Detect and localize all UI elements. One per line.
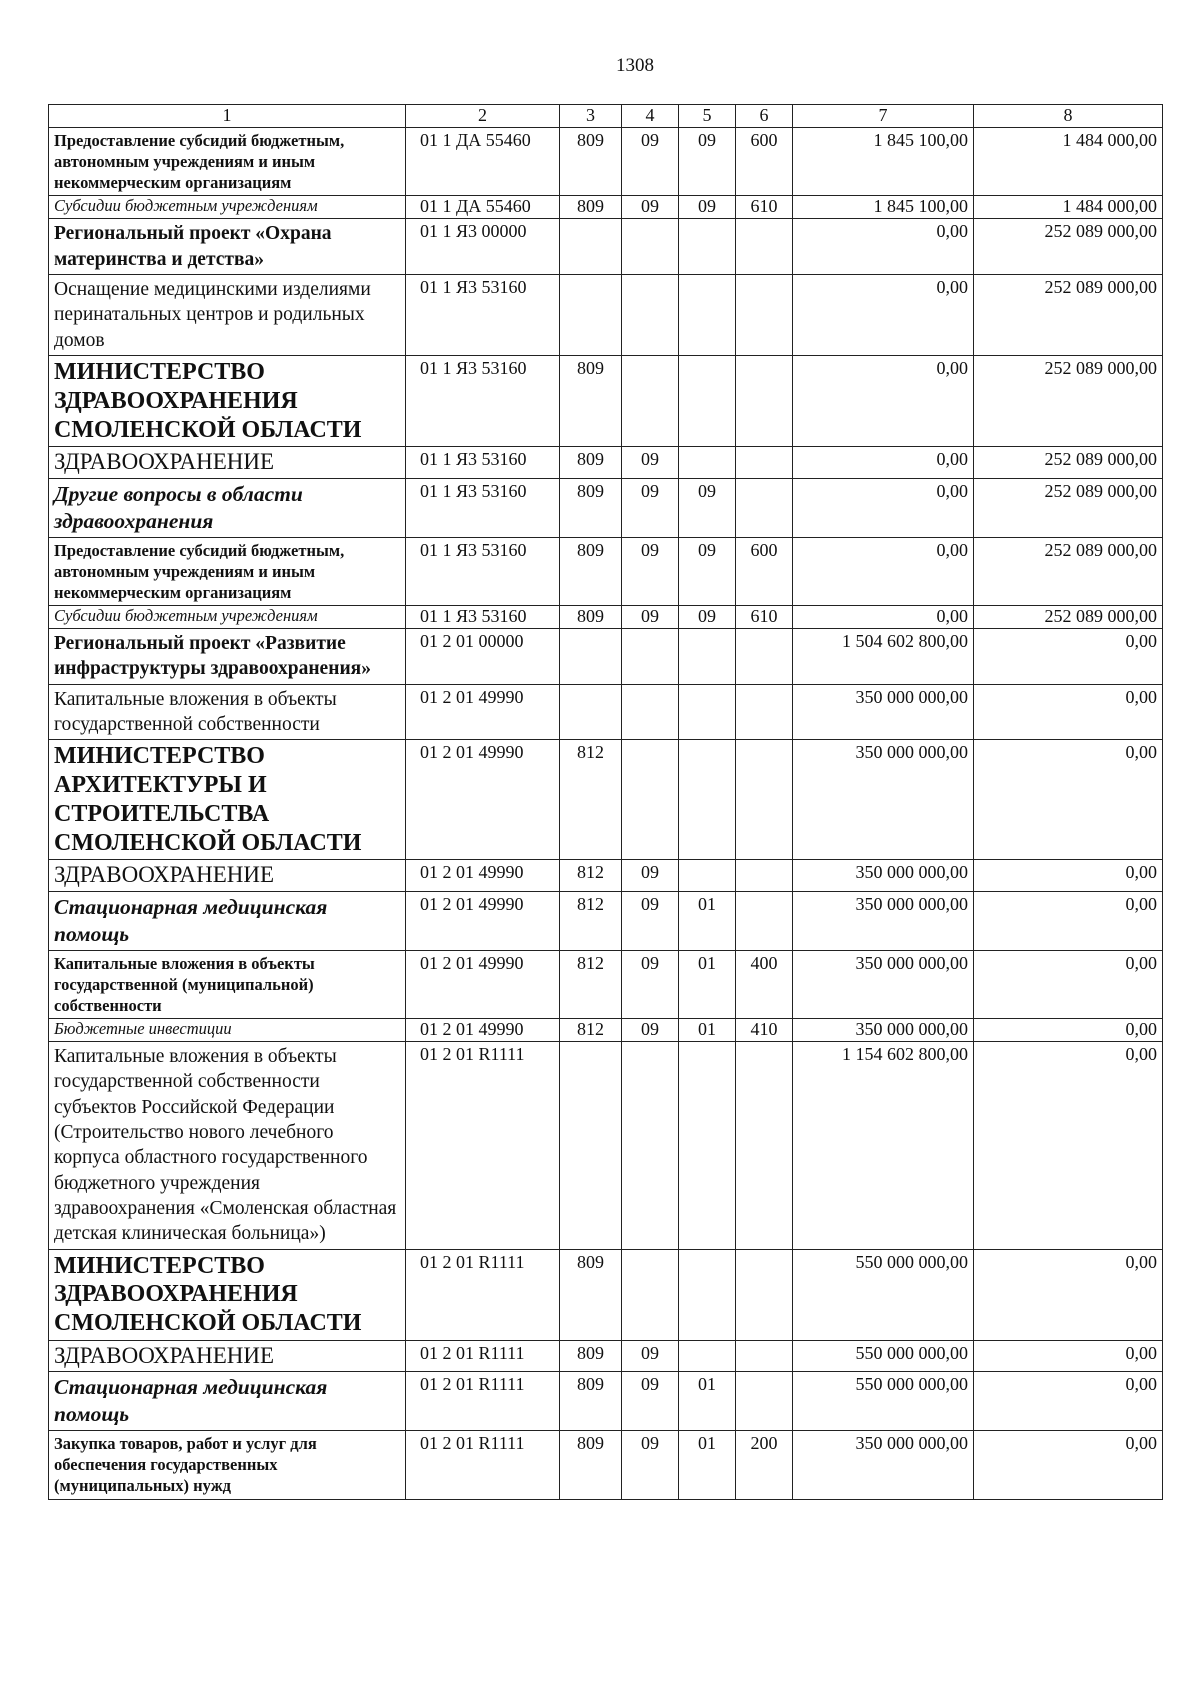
- section-cell: 09: [622, 1018, 679, 1041]
- subsection-cell: 09: [679, 127, 736, 195]
- target-article-cell: 01 1 Я3 00000: [406, 219, 560, 275]
- ministry-code-cell: 809: [560, 478, 622, 537]
- table-row: [49, 891, 1163, 950]
- row-name-cell: Капитальные вложения в объекты государственной собственности субъектов Российской Федерации (Строительство нового лечебного корпуса областного государственного бюджетного учреждения здравоохранения «Смоленская областная детская клиническая больница»): [49, 1041, 406, 1249]
- expense-type-cell: [736, 891, 793, 950]
- section-cell: 09: [622, 891, 679, 950]
- section-cell: 09: [622, 478, 679, 537]
- subsection-cell: [679, 684, 736, 740]
- target-article-cell: 01 2 01 49990: [406, 1018, 560, 1041]
- subsection-cell: [679, 355, 736, 446]
- expense-type-cell: 600: [736, 537, 793, 605]
- table-row: [49, 1249, 1163, 1340]
- section-cell: [622, 1041, 679, 1249]
- amount-col8-cell: 0,00: [974, 860, 1163, 891]
- amount-col7-cell: 350 000 000,00: [793, 1018, 974, 1041]
- amount-col8-cell: 0,00: [974, 628, 1163, 684]
- subsection-cell: 01: [679, 1372, 736, 1431]
- ministry-code-cell: 812: [560, 950, 622, 1018]
- section-cell: 09: [622, 1431, 679, 1499]
- section-cell: [622, 219, 679, 275]
- target-article-cell: 01 1 Я3 53160: [406, 274, 560, 355]
- target-article-cell: 01 1 ДА 55460: [406, 127, 560, 195]
- amount-col7-cell: 0,00: [793, 447, 974, 478]
- table-row: [49, 478, 1163, 537]
- amount-col8-cell: 252 089 000,00: [974, 274, 1163, 355]
- expense-type-cell: [736, 1041, 793, 1249]
- subsection-cell: 01: [679, 891, 736, 950]
- amount-col7-cell: 0,00: [793, 478, 974, 537]
- target-article-cell: 01 2 01 49990: [406, 740, 560, 860]
- amount-col7-cell: 350 000 000,00: [793, 740, 974, 860]
- subsection-cell: [679, 860, 736, 891]
- table-row: [49, 196, 1163, 219]
- ministry-code-cell: 812: [560, 860, 622, 891]
- table-row: [49, 628, 1163, 684]
- ministry-code-cell: 809: [560, 1431, 622, 1499]
- table-row: [49, 740, 1163, 860]
- ministry-code-cell: 809: [560, 1249, 622, 1340]
- amount-col7-cell: 350 000 000,00: [793, 950, 974, 1018]
- table-row: [49, 1372, 1163, 1431]
- amount-col8-cell: 0,00: [974, 740, 1163, 860]
- amount-col8-cell: 1 484 000,00: [974, 196, 1163, 219]
- amount-col7-cell: 350 000 000,00: [793, 860, 974, 891]
- row-name-cell: МИНИСТЕРСТВО АРХИТЕКТУРЫ И СТРОИТЕЛЬСТВА СМОЛЕНСКОЙ ОБЛАСТИ: [49, 740, 406, 860]
- section-cell: 09: [622, 196, 679, 219]
- table-row: [49, 355, 1163, 446]
- amount-col7-cell: 350 000 000,00: [793, 684, 974, 740]
- amount-col7-cell: 0,00: [793, 355, 974, 446]
- section-cell: 09: [622, 127, 679, 195]
- section-cell: 09: [622, 447, 679, 478]
- ministry-code-cell: [560, 1041, 622, 1249]
- expense-type-cell: [736, 740, 793, 860]
- section-cell: [622, 740, 679, 860]
- expense-type-cell: [736, 355, 793, 446]
- table-row: [49, 537, 1163, 605]
- amount-col7-cell: 0,00: [793, 537, 974, 605]
- amount-col7-cell: 1 154 602 800,00: [793, 1041, 974, 1249]
- target-article-cell: 01 1 Я3 53160: [406, 478, 560, 537]
- subsection-cell: [679, 1340, 736, 1371]
- amount-col8-cell: 0,00: [974, 1372, 1163, 1431]
- target-article-cell: 01 2 01 R1111: [406, 1372, 560, 1431]
- amount-col7-cell: 550 000 000,00: [793, 1249, 974, 1340]
- ministry-code-cell: 809: [560, 1340, 622, 1371]
- row-name-cell: МИНИСТЕРСТВО ЗДРАВООХРАНЕНИЯ СМОЛЕНСКОЙ ОБЛАСТИ: [49, 1249, 406, 1340]
- expense-type-cell: [736, 628, 793, 684]
- ministry-code-cell: 812: [560, 891, 622, 950]
- subsection-cell: [679, 274, 736, 355]
- row-name-cell: Предоставление субсидий бюджетным, автономным учреждениям и иным некоммерческим организациям: [49, 537, 406, 605]
- amount-col8-cell: 1 484 000,00: [974, 127, 1163, 195]
- row-name-cell: Другие вопросы в области здравоохранения: [49, 478, 406, 537]
- subsection-cell: [679, 628, 736, 684]
- target-article-cell: 01 2 01 00000: [406, 628, 560, 684]
- subsection-cell: 09: [679, 196, 736, 219]
- target-article-cell: 01 2 01 49990: [406, 684, 560, 740]
- target-article-cell: 01 2 01 R1111: [406, 1431, 560, 1499]
- target-article-cell: 01 1 Я3 53160: [406, 355, 560, 446]
- subsection-cell: [679, 1041, 736, 1249]
- table-row: [49, 950, 1163, 1018]
- expense-type-cell: 200: [736, 1431, 793, 1499]
- header-cell: 4: [622, 105, 679, 128]
- expense-type-cell: 610: [736, 605, 793, 628]
- amount-col7-cell: 550 000 000,00: [793, 1372, 974, 1431]
- amount-col7-cell: 0,00: [793, 274, 974, 355]
- row-name-cell: Предоставление субсидий бюджетным, автономным учреждениям и иным некоммерческим организациям: [49, 127, 406, 195]
- amount-col7-cell: 350 000 000,00: [793, 1431, 974, 1499]
- ministry-code-cell: 812: [560, 1018, 622, 1041]
- target-article-cell: 01 1 ДА 55460: [406, 196, 560, 219]
- expense-type-cell: [736, 860, 793, 891]
- expense-type-cell: 600: [736, 127, 793, 195]
- subsection-cell: 01: [679, 950, 736, 1018]
- section-cell: 09: [622, 950, 679, 1018]
- row-name-cell: Капитальные вложения в объекты государственной (муниципальной) собственности: [49, 950, 406, 1018]
- subsection-cell: [679, 219, 736, 275]
- amount-col8-cell: 252 089 000,00: [974, 447, 1163, 478]
- row-name-cell: Региональный проект «Охрана материнства и детства»: [49, 219, 406, 275]
- subsection-cell: [679, 740, 736, 860]
- amount-col8-cell: 0,00: [974, 1018, 1163, 1041]
- target-article-cell: 01 1 Я3 53160: [406, 537, 560, 605]
- row-name-cell: Субсидии бюджетным учреждениям: [49, 605, 406, 628]
- subsection-cell: 09: [679, 478, 736, 537]
- row-name-cell: Оснащение медицинскими изделиями перинатальных центров и родильных домов: [49, 274, 406, 355]
- amount-col7-cell: 1 845 100,00: [793, 196, 974, 219]
- table-row: [49, 684, 1163, 740]
- ministry-code-cell: 809: [560, 447, 622, 478]
- amount-col8-cell: 0,00: [974, 1041, 1163, 1249]
- section-cell: 09: [622, 1340, 679, 1371]
- row-name-cell: МИНИСТЕРСТВО ЗДРАВООХРАНЕНИЯ СМОЛЕНСКОЙ ОБЛАСТИ: [49, 355, 406, 446]
- amount-col7-cell: 0,00: [793, 219, 974, 275]
- amount-col7-cell: 1 845 100,00: [793, 127, 974, 195]
- amount-col8-cell: 252 089 000,00: [974, 355, 1163, 446]
- ministry-code-cell: 809: [560, 1372, 622, 1431]
- target-article-cell: 01 2 01 R1111: [406, 1041, 560, 1249]
- section-cell: 09: [622, 860, 679, 891]
- amount-col8-cell: 252 089 000,00: [974, 478, 1163, 537]
- row-name-cell: ЗДРАВООХРАНЕНИЕ: [49, 860, 406, 891]
- row-name-cell: Закупка товаров, работ и услуг для обеспечения государственных (муниципальных) нужд: [49, 1431, 406, 1499]
- amount-col7-cell: 550 000 000,00: [793, 1340, 974, 1371]
- ministry-code-cell: [560, 684, 622, 740]
- ministry-code-cell: [560, 628, 622, 684]
- table-header-row: [49, 105, 1163, 128]
- table-row: [49, 1431, 1163, 1499]
- header-cell: 6: [736, 105, 793, 128]
- ministry-code-cell: 809: [560, 355, 622, 446]
- amount-col8-cell: 0,00: [974, 1249, 1163, 1340]
- row-name-cell: Региональный проект «Развитие инфраструктуры здравоохранения»: [49, 628, 406, 684]
- amount-col7-cell: 1 504 602 800,00: [793, 628, 974, 684]
- table-row: [49, 219, 1163, 275]
- expense-type-cell: [736, 1372, 793, 1431]
- amount-col8-cell: 0,00: [974, 684, 1163, 740]
- row-name-cell: Капитальные вложения в объекты государственной собственности: [49, 684, 406, 740]
- target-article-cell: 01 1 Я3 53160: [406, 447, 560, 478]
- section-cell: [622, 1249, 679, 1340]
- ministry-code-cell: 809: [560, 196, 622, 219]
- section-cell: 09: [622, 1372, 679, 1431]
- table-row: [49, 127, 1163, 195]
- expense-type-cell: 610: [736, 196, 793, 219]
- expense-type-cell: [736, 219, 793, 275]
- page-number: 1308: [616, 55, 654, 76]
- row-name-cell: Стационарная медицинская помощь: [49, 891, 406, 950]
- target-article-cell: 01 2 01 49990: [406, 860, 560, 891]
- expense-type-cell: [736, 684, 793, 740]
- header-cell: 3: [560, 105, 622, 128]
- header-cell: 5: [679, 105, 736, 128]
- header-cell: 2: [406, 105, 560, 128]
- amount-col8-cell: 252 089 000,00: [974, 605, 1163, 628]
- table-row: [49, 1041, 1163, 1249]
- row-name-cell: Бюджетные инвестиции: [49, 1018, 406, 1041]
- ministry-code-cell: [560, 219, 622, 275]
- section-cell: [622, 274, 679, 355]
- subsection-cell: 09: [679, 537, 736, 605]
- section-cell: 09: [622, 605, 679, 628]
- row-name-cell: ЗДРАВООХРАНЕНИЕ: [49, 447, 406, 478]
- table-row: [49, 274, 1163, 355]
- expense-type-cell: [736, 274, 793, 355]
- ministry-code-cell: [560, 274, 622, 355]
- table-row: [49, 860, 1163, 891]
- row-name-cell: Стационарная медицинская помощь: [49, 1372, 406, 1431]
- expense-type-cell: [736, 1340, 793, 1371]
- target-article-cell: 01 2 01 R1111: [406, 1249, 560, 1340]
- expense-type-cell: 410: [736, 1018, 793, 1041]
- table-row: [49, 447, 1163, 478]
- amount-col8-cell: 0,00: [974, 891, 1163, 950]
- table-row: [49, 1018, 1163, 1041]
- table-row: [49, 605, 1163, 628]
- amount-col8-cell: 0,00: [974, 1431, 1163, 1499]
- ministry-code-cell: 809: [560, 127, 622, 195]
- header-cell: 7: [793, 105, 974, 128]
- section-cell: [622, 355, 679, 446]
- ministry-code-cell: 812: [560, 740, 622, 860]
- row-name-cell: ЗДРАВООХРАНЕНИЕ: [49, 1340, 406, 1371]
- amount-col7-cell: 0,00: [793, 605, 974, 628]
- amount-col8-cell: 0,00: [974, 1340, 1163, 1371]
- target-article-cell: 01 2 01 R1111: [406, 1340, 560, 1371]
- budget-table: [48, 104, 1163, 1500]
- ministry-code-cell: 809: [560, 605, 622, 628]
- expense-type-cell: [736, 1249, 793, 1340]
- target-article-cell: 01 2 01 49990: [406, 950, 560, 1018]
- target-article-cell: 01 2 01 49990: [406, 891, 560, 950]
- section-cell: [622, 684, 679, 740]
- expense-type-cell: 400: [736, 950, 793, 1018]
- section-cell: 09: [622, 537, 679, 605]
- subsection-cell: 01: [679, 1431, 736, 1499]
- subsection-cell: [679, 447, 736, 478]
- header-cell: 1: [49, 105, 406, 128]
- header-cell: 8: [974, 105, 1163, 128]
- expense-type-cell: [736, 447, 793, 478]
- target-article-cell: 01 1 Я3 53160: [406, 605, 560, 628]
- amount-col7-cell: 350 000 000,00: [793, 891, 974, 950]
- amount-col8-cell: 252 089 000,00: [974, 219, 1163, 275]
- subsection-cell: [679, 1249, 736, 1340]
- amount-col8-cell: 0,00: [974, 950, 1163, 1018]
- row-name-cell: Субсидии бюджетным учреждениям: [49, 196, 406, 219]
- table-row: [49, 1340, 1163, 1371]
- ministry-code-cell: 809: [560, 537, 622, 605]
- subsection-cell: 01: [679, 1018, 736, 1041]
- subsection-cell: 09: [679, 605, 736, 628]
- amount-col8-cell: 252 089 000,00: [974, 537, 1163, 605]
- section-cell: [622, 628, 679, 684]
- expense-type-cell: [736, 478, 793, 537]
